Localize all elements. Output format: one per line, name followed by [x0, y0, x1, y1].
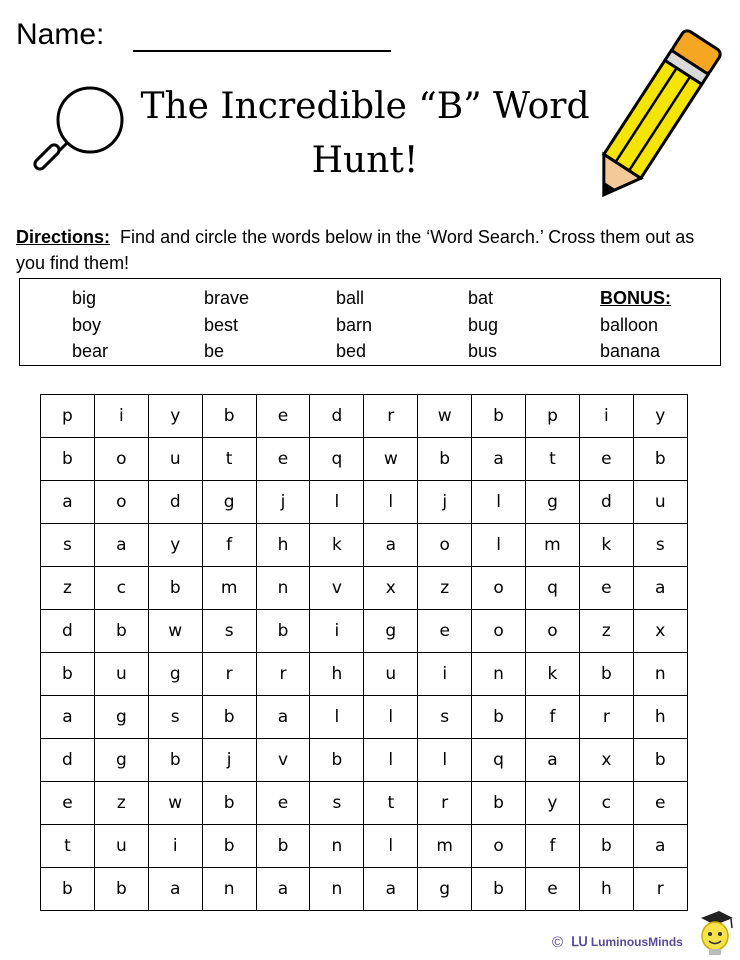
grid-cell[interactable]: x: [633, 610, 687, 653]
grid-cell[interactable]: l: [310, 481, 364, 524]
grid-cell[interactable]: a: [364, 868, 418, 911]
grid-cell[interactable]: i: [94, 395, 148, 438]
grid-cell[interactable]: m: [418, 825, 472, 868]
grid-cell[interactable]: b: [472, 696, 526, 739]
grid-cell[interactable]: e: [41, 782, 95, 825]
grid-cell[interactable]: l: [472, 524, 526, 567]
grid-cell[interactable]: b: [94, 868, 148, 911]
grid-cell[interactable]: y: [148, 524, 202, 567]
grid-row: [41, 653, 688, 696]
grid-cell[interactable]: s: [41, 524, 95, 567]
grid-cell[interactable]: e: [256, 438, 310, 481]
grid-row: [41, 567, 688, 610]
word-bank-column-2: [204, 285, 249, 365]
grid-cell[interactable]: o: [472, 825, 526, 868]
grid-cell[interactable]: j: [256, 481, 310, 524]
grid-cell[interactable]: n: [633, 653, 687, 696]
grid-cell[interactable]: b: [472, 868, 526, 911]
directions-text: Find and circle the words below in the ‘Word Search.’ Cross them out as you find them!: [16, 227, 695, 273]
grid-cell[interactable]: b: [579, 653, 633, 696]
grid-cell[interactable]: b: [472, 782, 526, 825]
grid-cell[interactable]: r: [633, 868, 687, 911]
magnifying-glass-icon: [28, 80, 132, 176]
grid-cell[interactable]: h: [633, 696, 687, 739]
grid-cell[interactable]: a: [41, 481, 95, 524]
word-bank-bonus-column: [600, 285, 671, 365]
grid-cell[interactable]: f: [526, 696, 580, 739]
word-bank-column-4: [468, 285, 498, 365]
grid-cell[interactable]: n: [310, 868, 364, 911]
grid-cell[interactable]: b: [202, 395, 256, 438]
grid-cell[interactable]: s: [418, 696, 472, 739]
name-row: [16, 18, 104, 52]
grid-cell[interactable]: e: [579, 567, 633, 610]
grid-cell[interactable]: l: [472, 481, 526, 524]
grid-cell[interactable]: c: [94, 567, 148, 610]
grid-cell[interactable]: b: [41, 438, 95, 481]
grid-cell[interactable]: t: [41, 825, 95, 868]
grid-cell[interactable]: u: [94, 825, 148, 868]
grid-cell[interactable]: m: [202, 567, 256, 610]
grid-row: [41, 739, 688, 782]
grid-cell[interactable]: n: [256, 567, 310, 610]
grid-cell[interactable]: b: [202, 696, 256, 739]
grid-cell[interactable]: q: [526, 567, 580, 610]
grid-cell[interactable]: o: [472, 567, 526, 610]
grid-cell[interactable]: i: [579, 395, 633, 438]
grid-cell[interactable]: a: [41, 696, 95, 739]
grid-cell[interactable]: l: [364, 739, 418, 782]
directions: [16, 224, 724, 276]
grid-cell[interactable]: e: [256, 782, 310, 825]
grid-cell[interactable]: u: [364, 653, 418, 696]
grid-cell[interactable]: d: [148, 481, 202, 524]
grid-cell[interactable]: v: [310, 567, 364, 610]
grid-cell[interactable]: t: [364, 782, 418, 825]
grid-cell[interactable]: i: [310, 610, 364, 653]
grid-cell[interactable]: n: [310, 825, 364, 868]
grid-cell[interactable]: b: [310, 739, 364, 782]
grid-row: [41, 825, 688, 868]
word-bank-word: barn: [336, 314, 373, 335]
word-bank-word: be: [204, 341, 225, 361]
grid-cell[interactable]: j: [202, 739, 256, 782]
word-bank-column-3: [336, 285, 372, 365]
grid-cell[interactable]: w: [364, 438, 418, 481]
grid-cell[interactable]: g: [364, 610, 418, 653]
grid-cell[interactable]: b: [94, 610, 148, 653]
grid-cell[interactable]: g: [202, 481, 256, 524]
grid-cell[interactable]: s: [633, 524, 687, 567]
grid-cell[interactable]: l: [364, 696, 418, 739]
copyright-icon: ©: [552, 933, 564, 951]
grid-cell[interactable]: e: [579, 438, 633, 481]
grid-cell[interactable]: l: [364, 825, 418, 868]
grid-cell[interactable]: u: [148, 438, 202, 481]
grid-cell[interactable]: a: [256, 868, 310, 911]
grid-cell[interactable]: b: [633, 438, 687, 481]
grid-cell[interactable]: a: [633, 825, 687, 868]
grid-cell[interactable]: s: [202, 610, 256, 653]
grid-cell[interactable]: r: [364, 395, 418, 438]
name-blank-line[interactable]: [133, 50, 391, 52]
name-label: Name:: [16, 18, 105, 51]
grid-cell[interactable]: b: [418, 438, 472, 481]
grid-cell[interactable]: z: [94, 782, 148, 825]
grid-cell[interactable]: f: [202, 524, 256, 567]
title-line-1: The Incredible “B” Word: [140, 86, 590, 127]
brand-name: LuminousMinds: [590, 935, 683, 949]
word-bank-word: boy: [72, 314, 102, 335]
grid-cell[interactable]: y: [148, 395, 202, 438]
grid-cell[interactable]: u: [94, 653, 148, 696]
grid-cell[interactable]: b: [579, 825, 633, 868]
grid-cell[interactable]: z: [579, 610, 633, 653]
grid-cell[interactable]: a: [364, 524, 418, 567]
grid-cell[interactable]: v: [256, 739, 310, 782]
grid-cell[interactable]: e: [633, 782, 687, 825]
grid-row: [41, 438, 688, 481]
grid-cell[interactable]: g: [94, 739, 148, 782]
word-bank-column-1: [72, 285, 108, 365]
grid-cell[interactable]: b: [256, 825, 310, 868]
grid-cell[interactable]: o: [94, 481, 148, 524]
grid-row: [41, 696, 688, 739]
word-bank-word: brave: [204, 288, 250, 308]
word-bank-word: big: [72, 288, 97, 308]
grid-cell[interactable]: q: [310, 438, 364, 481]
grid-cell[interactable]: k: [310, 524, 364, 567]
bonus-label: BONUS:: [600, 288, 671, 308]
footer: [552, 930, 683, 954]
grid-cell[interactable]: b: [41, 868, 95, 911]
grid-cell[interactable]: f: [526, 825, 580, 868]
word-search-grid: [40, 394, 688, 911]
grid-cell[interactable]: b: [472, 395, 526, 438]
grid-cell[interactable]: h: [579, 868, 633, 911]
grid-cell[interactable]: n: [472, 653, 526, 696]
word-bank-word: bug: [468, 314, 499, 335]
grid-cell[interactable]: b: [41, 653, 95, 696]
grid-cell[interactable]: a: [148, 868, 202, 911]
grid-cell[interactable]: e: [526, 868, 580, 911]
grid-cell[interactable]: k: [579, 524, 633, 567]
grid-row: [41, 481, 688, 524]
grid-cell[interactable]: b: [633, 739, 687, 782]
grid-row: [41, 524, 688, 567]
grid-cell[interactable]: j: [418, 481, 472, 524]
grid-cell[interactable]: l: [310, 696, 364, 739]
grid-cell[interactable]: o: [526, 610, 580, 653]
grid-cell[interactable]: r: [202, 653, 256, 696]
grid-cell[interactable]: q: [472, 739, 526, 782]
grid-cell[interactable]: y: [526, 782, 580, 825]
lightbulb-mascot-icon: [693, 908, 737, 958]
word-bank-word: bear: [72, 341, 109, 361]
grid-cell[interactable]: m: [526, 524, 580, 567]
grid-cell[interactable]: l: [418, 739, 472, 782]
grid-cell[interactable]: a: [256, 696, 310, 739]
grid-cell[interactable]: w: [418, 395, 472, 438]
grid-cell[interactable]: n: [202, 868, 256, 911]
grid-cell[interactable]: c: [579, 782, 633, 825]
grid-cell[interactable]: g: [148, 653, 202, 696]
grid-cell[interactable]: r: [579, 696, 633, 739]
grid-cell[interactable]: r: [256, 653, 310, 696]
grid-cell[interactable]: b: [148, 567, 202, 610]
word-bank: [19, 278, 721, 366]
pencil-icon: [575, 18, 735, 214]
bonus-word: banana: [600, 341, 661, 361]
grid-cell[interactable]: o: [418, 524, 472, 567]
grid-cell[interactable]: o: [94, 438, 148, 481]
grid-cell[interactable]: a: [633, 567, 687, 610]
bonus-word: balloon: [600, 314, 659, 335]
grid-cell[interactable]: o: [472, 610, 526, 653]
grid-cell[interactable]: a: [94, 524, 148, 567]
grid-cell[interactable]: b: [148, 739, 202, 782]
grid-cell[interactable]: x: [364, 567, 418, 610]
grid-cell[interactable]: d: [579, 481, 633, 524]
grid-cell[interactable]: d: [310, 395, 364, 438]
grid-cell[interactable]: b: [202, 825, 256, 868]
grid-cell[interactable]: i: [148, 825, 202, 868]
grid-cell[interactable]: r: [418, 782, 472, 825]
grid-cell[interactable]: u: [633, 481, 687, 524]
grid-cell[interactable]: d: [41, 739, 95, 782]
directions-label: Directions:: [16, 227, 111, 247]
grid-cell[interactable]: a: [526, 739, 580, 782]
grid-cell[interactable]: h: [310, 653, 364, 696]
grid-cell[interactable]: s: [310, 782, 364, 825]
grid-cell[interactable]: p: [526, 395, 580, 438]
grid-cell[interactable]: l: [364, 481, 418, 524]
grid-row: [41, 395, 688, 438]
grid-cell[interactable]: t: [526, 438, 580, 481]
grid-cell[interactable]: t: [202, 438, 256, 481]
word-bank-word: bat: [468, 288, 494, 308]
grid-cell[interactable]: a: [472, 438, 526, 481]
grid-cell[interactable]: b: [202, 782, 256, 825]
grid-row: [41, 782, 688, 825]
grid-cell[interactable]: d: [41, 610, 95, 653]
grid-cell[interactable]: b: [256, 610, 310, 653]
word-bank-word: bed: [336, 341, 367, 361]
grid-cell[interactable]: w: [148, 610, 202, 653]
grid-row: [41, 610, 688, 653]
grid-cell[interactable]: h: [256, 524, 310, 567]
grid-cell[interactable]: i: [418, 653, 472, 696]
title-line-2: Hunt!: [311, 140, 419, 181]
brand-logo-icon: ᒪᑌ: [571, 934, 588, 949]
grid-cell[interactable]: g: [526, 481, 580, 524]
grid-cell[interactable]: y: [633, 395, 687, 438]
grid-cell[interactable]: z: [41, 567, 95, 610]
grid-cell[interactable]: g: [94, 696, 148, 739]
grid-cell[interactable]: e: [256, 395, 310, 438]
grid-row: [41, 868, 688, 911]
grid-cell[interactable]: e: [418, 610, 472, 653]
word-bank-word: ball: [336, 288, 365, 308]
grid-cell[interactable]: p: [41, 395, 95, 438]
word-bank-word: bus: [468, 341, 498, 361]
grid-cell[interactable]: x: [579, 739, 633, 782]
word-bank-word: best: [204, 314, 239, 335]
grid-cell[interactable]: s: [148, 696, 202, 739]
grid-cell[interactable]: z: [418, 567, 472, 610]
page-title: [120, 80, 610, 188]
grid-cell[interactable]: w: [148, 782, 202, 825]
grid-cell[interactable]: k: [526, 653, 580, 696]
grid-cell[interactable]: g: [418, 868, 472, 911]
